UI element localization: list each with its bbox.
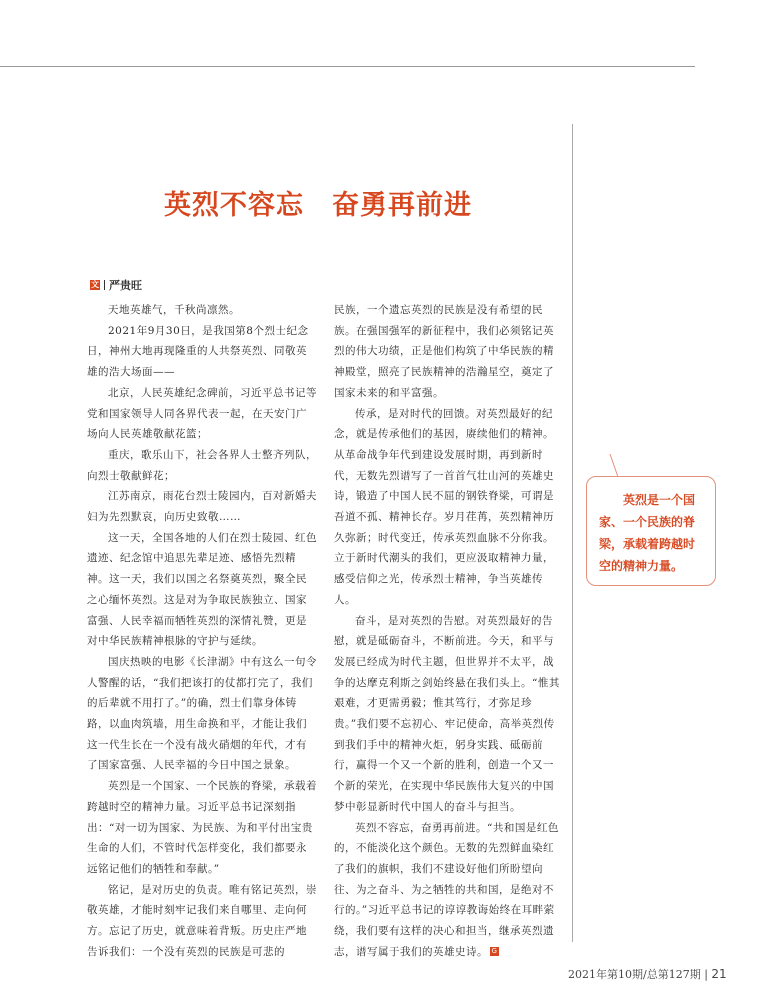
paragraph: 国庆热映的电影《长津湖》中有这么一句令人警醒的话，“我们把该打的仗都打完了，我们的后辈就不用打了。”的确，烈士们靠身体铸路，以血肉筑墙，用生命换和平，才能让我们这一代生长在一个没有战火硝烟的年代，才有了国家富强、人民幸福的今日中国之景象。 [87, 655, 317, 772]
paragraph: 江苏南京，雨花台烈士陵园内，百对新婚夫妇为先烈默哀，向历史致敬…… [87, 490, 317, 524]
article-title: 英烈不容忘 奋勇再前进 [164, 190, 472, 221]
top-divider [0, 66, 695, 67]
paragraph: 重庆，歌乐山下，社会各界人士整齐列队，向烈士敬献鲜花； [87, 448, 317, 482]
callout-tail-icon [604, 454, 634, 478]
paragraph-continued: 民族，一个遗忘英烈的民族是没有希望的民族。在强国强军的新征程中，我们必须铭记英烈的伟大功绩，正是他们构筑了中华民族的精神殿堂，照亮了民族精神的浩瀚星空，奠定了国家未来的和平富强。 [334, 304, 554, 399]
pull-quote-text: 英烈是一个国家、一个民族的脊梁，承载着跨越时空的精神力量。 [599, 493, 696, 573]
pull-quote [586, 476, 716, 586]
left-column [87, 300, 317, 963]
author-name: 严贵旺 [109, 279, 142, 292]
paragraph: 这一天，全国各地的人们在烈士陵园、红色遗迹、纪念馆中追思先辈足迹、感悟先烈精神。这一天，我们以国之名祭奠英烈，聚全民之心缅怀英烈。这是对为争取民族独立、国家富强、人民幸福而牺牲英烈的深情礼赞，更是对中华民族精神根脉的守护与延续。 [87, 531, 317, 648]
right-column [334, 300, 564, 963]
paragraph-text: 英烈不容忘，奋勇再前进。“共和国是红色的，不能淡化这个颜色。无数的先烈鲜血染红了我们的旗帜，我们不建设好他们所盼望向往、为之奋斗、为之牺牲的共和国，是绝对不行的。”习近平总书记的谆谆教诲始终在耳畔萦绕，我们要有这样的决心和担当，继承英烈遗志，谱写属于我们的英雄史诗。 [334, 821, 559, 958]
paragraph: 传承，是对时代的回馈。对英烈最好的纪念，就是传承他们的基因，赓续他们的精神。从革命战争年代到建设发展时期，再到新时代，无数先烈谱写了一首首气壮山河的英雄史诗，锻造了中国人民不屈的钢铁脊梁，可谓是吾道不孤、精神长存。岁月荏苒，英烈精神历久弥新；时代变迁，传承英烈血脉不分你我。立于新时代潮头的我们，更应汲取精神力量，感受信仰之光，传承烈士精神，争当英雄传人。 [334, 407, 554, 606]
paragraph: 奋斗，是对英烈的告慰。对英烈最好的告慰，就是砥砺奋斗，不断前进。今天，和平与发展已经成为时代主题，但世界并不太平，战争的达摩克利斯之剑始终悬在我们头上。“惟其艰难，才更需勇毅；惟其笃行，才弥足珍贵。”我们要不忘初心、牢记使命，高举英烈传到我们手中的精神火炬，躬身实践、砥砺前行，赢得一个又一个新的胜利，创造一个又一个新的荣光，在实现中华民族伟大复兴的中国梦中彰显新时代中国人的奋斗与担当。 [334, 614, 560, 813]
page-number: 21 [711, 967, 727, 981]
side-divider [572, 124, 573, 942]
paragraph-last [334, 818, 564, 963]
paragraph: 英烈是一个国家、一个民族的脊梁，承载着跨越时空的精神力量。习近平总书记深刻指出：“对一切为国家、为民族、为和平付出宝贵生命的人们，不管时代怎样变化，我们都要永远铭记他们的牺牲和奉献。” [87, 780, 317, 875]
byline [90, 278, 142, 292]
paragraph: 铭记，是对历史的负责。唯有铭记英烈，崇敬英雄，才能时刻牢记我们来自哪里、走向何方。忘记了历史，就意味着背叛。历史庄严地告诉我们：一个没有英烈的民族是可悲的 [87, 883, 317, 958]
paragraph: 天地英雄气，千秋尚凛然。 [108, 304, 240, 316]
byline-mark-icon: 文 [91, 280, 99, 289]
issue-info: 2021年第10期/总第127期 [568, 968, 701, 981]
page-footer: 2021年第10期/总第127期 | 21 [568, 967, 727, 981]
paragraph: 北京，人民英雄纪念碑前，习近平总书记等党和国家领导人同各界代表一起，在天安门广场向人民英雄敬献花篮； [87, 386, 317, 441]
end-mark-icon: G [491, 947, 498, 956]
paragraph: 2021年9月30日，是我国第8个烈士纪念日，神州大地再现隆重的人共祭英烈、同敬英雄的浩大场面—— [87, 324, 309, 379]
byline-separator [104, 280, 105, 290]
